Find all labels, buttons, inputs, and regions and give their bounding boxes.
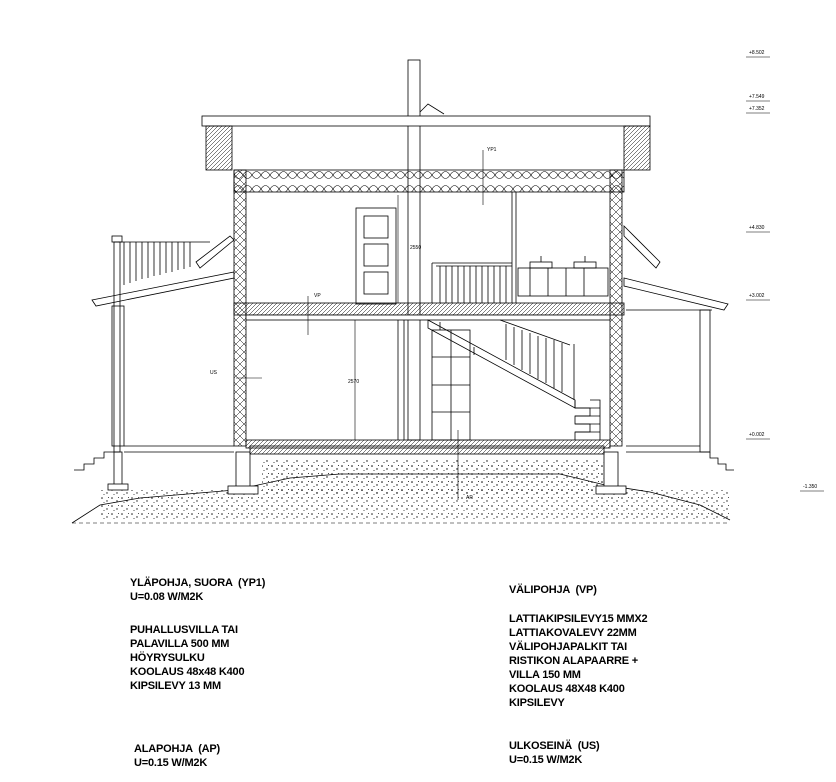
dim-lower-height: 2570: [348, 379, 360, 385]
note-vp-layer: LATTIAKOVALEVY 22MM: [509, 627, 637, 639]
tag-vp: VP: [314, 293, 321, 299]
tag-us: US: [210, 370, 217, 376]
note-ap-title: ALAPOHJA (AP): [134, 743, 221, 755]
staircase: [428, 320, 600, 440]
upper-railing: [436, 266, 512, 303]
note-yp1-layer: HÖYRYSULKU: [130, 652, 205, 664]
note-yp1-layer: KIPSILEVY 13 MM: [130, 680, 221, 692]
note-us-u: U=0.15 W/M2K: [509, 754, 583, 766]
note-yp1-layer: PUHALLUSVILLA TAI: [130, 624, 238, 636]
note-vp-layer: LATTIAKIPSILEVY15 MMX2: [509, 613, 648, 625]
dim-upper-height: 2550: [410, 245, 422, 251]
roof: [202, 116, 650, 192]
note-vp-layer: KOOLAUS 48X48 K400: [509, 683, 625, 695]
tag-ap: AP: [466, 495, 473, 501]
note-vp-title: VÄLIPOHJA (VP): [509, 584, 597, 596]
note-yp1-layer: KOOLAUS 48x48 K400: [130, 666, 245, 678]
note-yp1-layer: PALAVILLA 500 MM: [130, 638, 230, 650]
ground: [72, 460, 730, 523]
note-vp-layer: KIPSILEVY: [509, 697, 565, 709]
intermediate-floor: [234, 303, 624, 320]
elevation-1: +7.549: [749, 94, 765, 100]
note-vp-layer: VÄLIPOHJAPALKIT TAI: [509, 641, 628, 653]
note-vp-layer: VILLA 150 MM: [509, 669, 581, 681]
note-us-title: ULKOSEINÄ (US): [509, 740, 600, 752]
elevation-3: +4.830: [749, 225, 765, 231]
elevation-2: +7.352: [749, 106, 765, 112]
left-porch: [74, 236, 234, 470]
elevation-markers: [746, 57, 824, 491]
upper-room: [356, 192, 608, 304]
note-ap-u: U=0.15 W/M2K: [134, 757, 208, 769]
tag-yp1: YP1: [487, 147, 497, 153]
elevation-0: +8.502: [749, 50, 765, 56]
note-yp1-u: U=0.08 W/M2K: [130, 591, 204, 603]
elevation-4: +3.002: [749, 293, 765, 299]
elevation-5: +0.002: [749, 432, 765, 438]
washbasin-cabinet: [518, 256, 608, 296]
note-vp-layer: RISTIKON ALAPAARRE +: [509, 655, 638, 667]
lower-room: [246, 320, 610, 448]
elevation-6: -1.350: [803, 484, 818, 490]
note-yp1-title: YLÄPOHJA, SUORA (YP1): [130, 577, 266, 589]
right-porch: [624, 226, 734, 470]
